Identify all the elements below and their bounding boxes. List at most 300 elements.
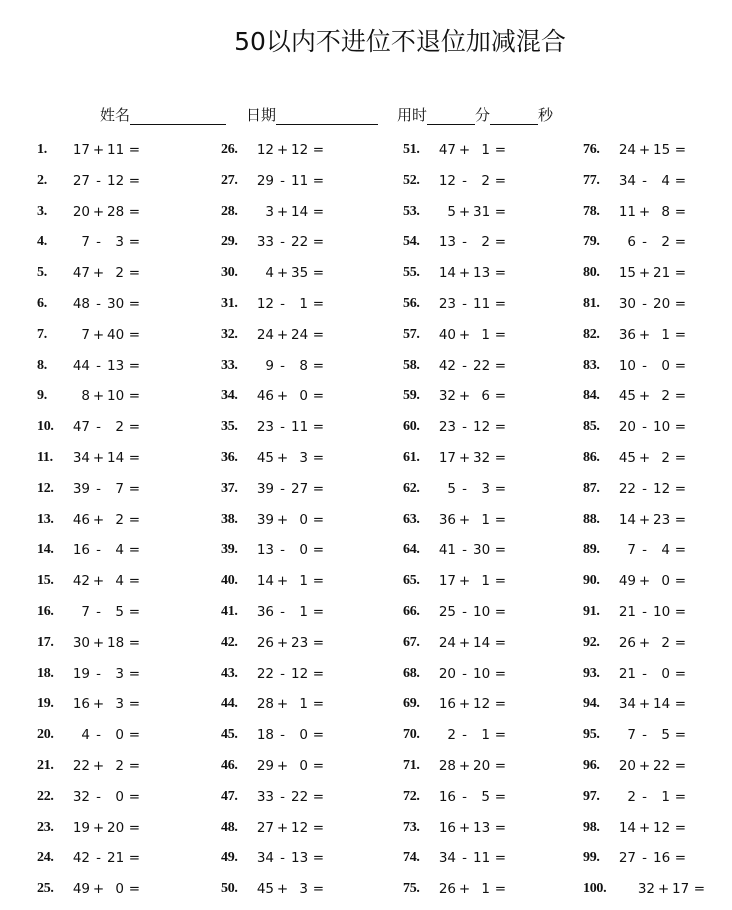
problem-row	[403, 570, 583, 601]
problem-number: 24.	[37, 850, 54, 866]
operand-a: 6	[627, 234, 636, 251]
equals-sign: =	[494, 203, 506, 220]
problem-row	[37, 786, 217, 817]
operand-a: 47	[72, 265, 90, 282]
problem-expression	[437, 419, 506, 435]
problem-row	[37, 139, 217, 170]
problem-number: 83.	[583, 357, 600, 373]
operand-b: 0	[661, 665, 670, 682]
equals-sign: =	[674, 757, 686, 774]
equals-sign: =	[128, 326, 140, 343]
problem-expression	[255, 635, 324, 651]
problem-expression	[71, 850, 140, 866]
operator: +	[638, 819, 651, 836]
date-label: 日期	[246, 106, 277, 124]
equals-sign: =	[128, 696, 140, 713]
operand-a: 24	[618, 142, 636, 158]
operand-b: 12	[291, 665, 309, 682]
problem-row	[583, 447, 732, 478]
problem-expression	[437, 573, 506, 589]
problem-row	[403, 539, 583, 570]
problem-row	[221, 847, 401, 878]
problem-row	[37, 231, 217, 262]
operand-a: 46	[72, 511, 90, 528]
operator: -	[96, 419, 101, 436]
operator: +	[638, 265, 651, 282]
equals-sign: =	[128, 634, 140, 651]
date-field[interactable]	[246, 104, 378, 125]
problem-number: 85.	[583, 419, 600, 435]
operand-a: 2	[627, 788, 636, 805]
problem-expression	[255, 512, 324, 528]
problem-expression	[255, 419, 324, 435]
problem-number: 84.	[583, 388, 600, 404]
problem-expression	[437, 481, 506, 497]
operator: -	[462, 172, 467, 189]
problem-number: 4.	[37, 234, 47, 250]
equals-sign: =	[674, 203, 686, 220]
problem-row	[37, 755, 217, 786]
equals-sign: =	[128, 295, 140, 312]
problem-number: 99.	[583, 850, 600, 866]
problem-number: 97.	[583, 788, 600, 804]
problem-row	[221, 262, 401, 293]
equals-sign: =	[693, 881, 705, 898]
problem-number: 95.	[583, 727, 600, 743]
operator: -	[280, 788, 285, 805]
operator: -	[96, 850, 101, 867]
operand-a: 32	[72, 788, 90, 805]
operand-a: 12	[438, 172, 456, 189]
operand-a: 42	[72, 573, 90, 590]
problem-number: 23.	[37, 819, 54, 835]
equals-sign: =	[494, 357, 506, 374]
name-field[interactable]	[100, 104, 226, 125]
operand-a: 32	[438, 388, 456, 405]
problem-number: 93.	[583, 665, 600, 681]
problem-number: 36.	[221, 449, 238, 465]
problem-number: 86.	[583, 449, 600, 465]
problem-number: 50.	[221, 881, 238, 897]
problem-expression	[617, 204, 686, 220]
operand-b: 23	[653, 511, 671, 528]
equals-sign: =	[494, 573, 506, 590]
operand-b: 2	[115, 757, 124, 774]
problem-row	[37, 539, 217, 570]
problem-number: 61.	[403, 449, 420, 465]
operand-b: 1	[481, 881, 490, 898]
problem-row	[583, 509, 732, 540]
operator: +	[276, 388, 289, 405]
equals-sign: =	[674, 819, 686, 836]
problem-number: 49.	[221, 850, 238, 866]
problem-row	[403, 170, 583, 201]
problem-row	[221, 570, 401, 601]
equals-sign: =	[312, 326, 324, 343]
problem-number: 70.	[403, 727, 420, 743]
problem-row	[403, 293, 583, 324]
problem-expression	[617, 265, 686, 281]
problem-number: 20.	[37, 727, 54, 743]
operator: -	[642, 603, 647, 620]
problem-number: 68.	[403, 665, 420, 681]
equals-sign: =	[312, 727, 324, 744]
operand-a: 26	[256, 634, 274, 651]
operand-a: 17	[72, 142, 90, 158]
name-blank[interactable]	[130, 107, 226, 125]
problem-number: 77.	[583, 172, 600, 188]
problem-number: 54.	[403, 234, 420, 250]
problem-number: 11.	[37, 449, 53, 465]
problem-expression	[71, 573, 140, 589]
problem-expression	[71, 296, 140, 312]
operand-b: 2	[481, 172, 490, 189]
problem-number: 19.	[37, 696, 54, 712]
problem-number: 40.	[221, 573, 238, 589]
operator: -	[462, 480, 467, 497]
operator: -	[642, 788, 647, 805]
operand-a: 30	[618, 295, 636, 312]
problem-number: 53.	[403, 203, 420, 219]
problem-expression	[255, 727, 324, 743]
problem-row	[221, 385, 401, 416]
equals-sign: =	[494, 850, 506, 867]
operator: -	[280, 295, 285, 312]
problem-expression	[617, 388, 686, 404]
problem-expression	[255, 358, 324, 374]
equals-sign: =	[128, 542, 140, 559]
problem-number: 28.	[221, 203, 238, 219]
operand-a: 22	[256, 665, 274, 682]
operator: -	[642, 295, 647, 312]
operator: +	[638, 203, 651, 220]
operand-b: 13	[291, 850, 309, 867]
problem-number: 64.	[403, 542, 420, 558]
operand-b: 2	[115, 419, 124, 436]
time-field[interactable]	[397, 104, 553, 125]
problem-number: 51.	[403, 142, 420, 157]
operand-a: 40	[438, 326, 456, 343]
problem-expression	[617, 573, 686, 589]
operand-b: 22	[653, 757, 671, 774]
operator: +	[92, 819, 105, 836]
problem-expression	[617, 758, 686, 774]
problem-row	[221, 416, 401, 447]
problem-expression	[71, 789, 140, 805]
problem-expression	[617, 327, 686, 343]
operator: +	[638, 757, 651, 774]
problem-number: 82.	[583, 326, 600, 342]
problem-expression	[255, 388, 324, 404]
operand-b: 12	[107, 172, 125, 189]
problem-expression	[255, 542, 324, 558]
minutes-blank[interactable]	[427, 107, 475, 125]
equals-sign: =	[128, 203, 140, 220]
operand-b: 1	[661, 326, 670, 343]
equals-sign: =	[312, 388, 324, 405]
problem-number: 96.	[583, 757, 600, 773]
problem-expression	[71, 666, 140, 682]
operand-b: 0	[115, 788, 124, 805]
operator: -	[280, 419, 285, 436]
operator: +	[92, 634, 105, 651]
problem-expression	[437, 327, 506, 343]
problem-number: 57.	[403, 326, 420, 342]
equals-sign: =	[312, 419, 324, 436]
operand-b: 30	[107, 295, 125, 312]
operator: +	[638, 142, 651, 158]
operand-b: 1	[481, 511, 490, 528]
operator: -	[280, 603, 285, 620]
problem-number: 10.	[37, 419, 54, 435]
problem-expression	[617, 789, 686, 805]
operand-a: 23	[438, 419, 456, 436]
equals-sign: =	[674, 727, 686, 744]
operand-a: 14	[438, 265, 456, 282]
problem-expression	[71, 758, 140, 774]
problem-row	[37, 847, 217, 878]
operand-a: 30	[72, 634, 90, 651]
problem-row	[583, 693, 732, 724]
problem-column-4	[583, 139, 732, 909]
equals-sign: =	[312, 696, 324, 713]
operand-b: 13	[473, 265, 491, 282]
operand-b: 0	[299, 727, 308, 744]
operator: +	[458, 326, 471, 343]
problem-expression	[636, 881, 705, 897]
operand-a: 16	[438, 788, 456, 805]
operand-a: 5	[447, 480, 456, 497]
equals-sign: =	[494, 603, 506, 620]
operator: +	[638, 696, 651, 713]
problem-expression	[71, 604, 140, 620]
problem-expression	[255, 758, 324, 774]
operand-b: 23	[291, 634, 309, 651]
problem-row	[403, 755, 583, 786]
problem-number: 43.	[221, 665, 238, 681]
problem-expression	[617, 635, 686, 651]
operator: +	[276, 203, 289, 220]
operand-a: 9	[265, 357, 274, 374]
operand-b: 22	[291, 788, 309, 805]
problem-expression	[255, 204, 324, 220]
problem-number: 88.	[583, 511, 600, 527]
problem-expression	[71, 881, 140, 897]
problem-expression	[617, 234, 686, 250]
problem-row	[583, 570, 732, 601]
operand-a: 32	[637, 881, 655, 898]
problem-expression	[437, 358, 506, 374]
problem-number: 15.	[37, 573, 54, 589]
equals-sign: =	[674, 480, 686, 497]
problem-row	[583, 878, 732, 909]
operator: +	[276, 634, 289, 651]
problem-expression	[437, 173, 506, 189]
problem-row	[37, 293, 217, 324]
problem-row	[221, 601, 401, 632]
equals-sign: =	[312, 203, 324, 220]
problem-number: 73.	[403, 819, 420, 835]
problem-row	[583, 355, 732, 386]
operand-b: 21	[107, 850, 125, 867]
problem-expression	[617, 666, 686, 682]
problem-number: 35.	[221, 419, 238, 435]
operand-b: 22	[473, 357, 491, 374]
operand-a: 16	[438, 819, 456, 836]
problem-expression	[437, 758, 506, 774]
problem-row	[221, 170, 401, 201]
operand-b: 10	[653, 603, 671, 620]
operator: -	[462, 603, 467, 620]
operand-b: 16	[653, 850, 671, 867]
problem-row	[37, 447, 217, 478]
equals-sign: =	[674, 788, 686, 805]
problem-row	[583, 539, 732, 570]
equals-sign: =	[128, 665, 140, 682]
date-blank[interactable]	[276, 107, 378, 125]
equals-sign: =	[494, 326, 506, 343]
operator: +	[458, 142, 471, 158]
operand-a: 14	[618, 819, 636, 836]
operator: +	[458, 265, 471, 282]
operand-a: 47	[72, 419, 90, 436]
operand-b: 24	[291, 326, 309, 343]
operator: +	[458, 757, 471, 774]
problem-expression	[255, 265, 324, 281]
problem-number: 12.	[37, 480, 54, 496]
time-label: 用时	[397, 106, 428, 124]
operator: +	[458, 881, 471, 898]
problem-expression	[255, 573, 324, 589]
problem-number: 76.	[583, 142, 600, 157]
problem-row	[583, 385, 732, 416]
equals-sign: =	[674, 603, 686, 620]
problem-row	[37, 817, 217, 848]
problem-expression	[255, 881, 324, 897]
problem-row	[403, 385, 583, 416]
problem-number: 79.	[583, 234, 600, 250]
seconds-blank[interactable]	[490, 107, 538, 125]
operand-b: 17	[672, 881, 690, 898]
operand-a: 45	[256, 449, 274, 466]
problem-expression	[255, 789, 324, 805]
problem-row	[221, 878, 401, 909]
problem-row	[583, 231, 732, 262]
equals-sign: =	[312, 480, 324, 497]
operator: -	[462, 234, 467, 251]
operand-a: 26	[438, 881, 456, 898]
operand-b: 10	[473, 665, 491, 682]
problem-row	[37, 878, 217, 909]
problem-number: 17.	[37, 634, 54, 650]
operator: +	[638, 511, 651, 528]
operand-a: 7	[81, 326, 90, 343]
operand-b: 0	[661, 357, 670, 374]
operator: -	[96, 234, 101, 251]
operand-a: 23	[256, 419, 274, 436]
operand-b: 2	[115, 265, 124, 282]
operand-b: 3	[115, 234, 124, 251]
equals-sign: =	[128, 603, 140, 620]
operator: -	[96, 295, 101, 312]
problem-number: 9.	[37, 388, 47, 404]
operator: -	[96, 542, 101, 559]
operand-a: 8	[81, 388, 90, 405]
operand-a: 20	[72, 203, 90, 220]
operand-b: 0	[115, 881, 124, 898]
operand-b: 11	[473, 850, 491, 867]
operator: +	[638, 326, 651, 343]
operator: +	[458, 573, 471, 590]
operand-a: 11	[618, 203, 636, 220]
operand-a: 21	[618, 603, 636, 620]
equals-sign: =	[128, 172, 140, 189]
operand-b: 32	[473, 449, 491, 466]
operator: +	[276, 449, 289, 466]
problem-number: 71.	[403, 757, 420, 773]
problem-number: 46.	[221, 757, 238, 773]
operator: -	[280, 172, 285, 189]
operand-a: 17	[438, 573, 456, 590]
equals-sign: =	[674, 665, 686, 682]
operator: +	[638, 449, 651, 466]
operator: -	[96, 172, 101, 189]
operand-b: 1	[299, 295, 308, 312]
problem-row	[583, 201, 732, 232]
operand-b: 3	[299, 881, 308, 898]
problem-number: 67.	[403, 634, 420, 650]
operand-a: 24	[256, 326, 274, 343]
problem-expression	[437, 265, 506, 281]
problem-number: 92.	[583, 634, 600, 650]
problem-expression	[437, 696, 506, 712]
operator: -	[462, 788, 467, 805]
equals-sign: =	[494, 388, 506, 405]
operand-b: 20	[653, 295, 671, 312]
equals-sign: =	[494, 542, 506, 559]
equals-sign: =	[494, 696, 506, 713]
equals-sign: =	[312, 634, 324, 651]
operand-b: 0	[299, 388, 308, 405]
operand-a: 33	[256, 234, 274, 251]
problem-number: 55.	[403, 265, 420, 281]
problem-number: 69.	[403, 696, 420, 712]
problem-row	[583, 724, 732, 755]
operand-b: 14	[653, 696, 671, 713]
problem-number: 14.	[37, 542, 54, 558]
problem-row	[403, 201, 583, 232]
problem-number: 100.	[583, 881, 607, 897]
problem-expression	[71, 727, 140, 743]
operand-b: 13	[473, 819, 491, 836]
operand-b: 2	[661, 449, 670, 466]
operator: +	[276, 142, 289, 158]
problem-row	[583, 324, 732, 355]
problem-number: 75.	[403, 881, 420, 897]
operand-a: 34	[618, 696, 636, 713]
problem-number: 7.	[37, 326, 47, 342]
problem-row	[583, 755, 732, 786]
problem-expression	[255, 296, 324, 312]
operator: +	[276, 511, 289, 528]
operand-b: 2	[661, 388, 670, 405]
problem-expression	[617, 481, 686, 497]
operand-b: 2	[115, 511, 124, 528]
operand-a: 28	[256, 696, 274, 713]
problem-number: 5.	[37, 265, 47, 281]
operand-a: 27	[256, 819, 274, 836]
equals-sign: =	[312, 881, 324, 898]
